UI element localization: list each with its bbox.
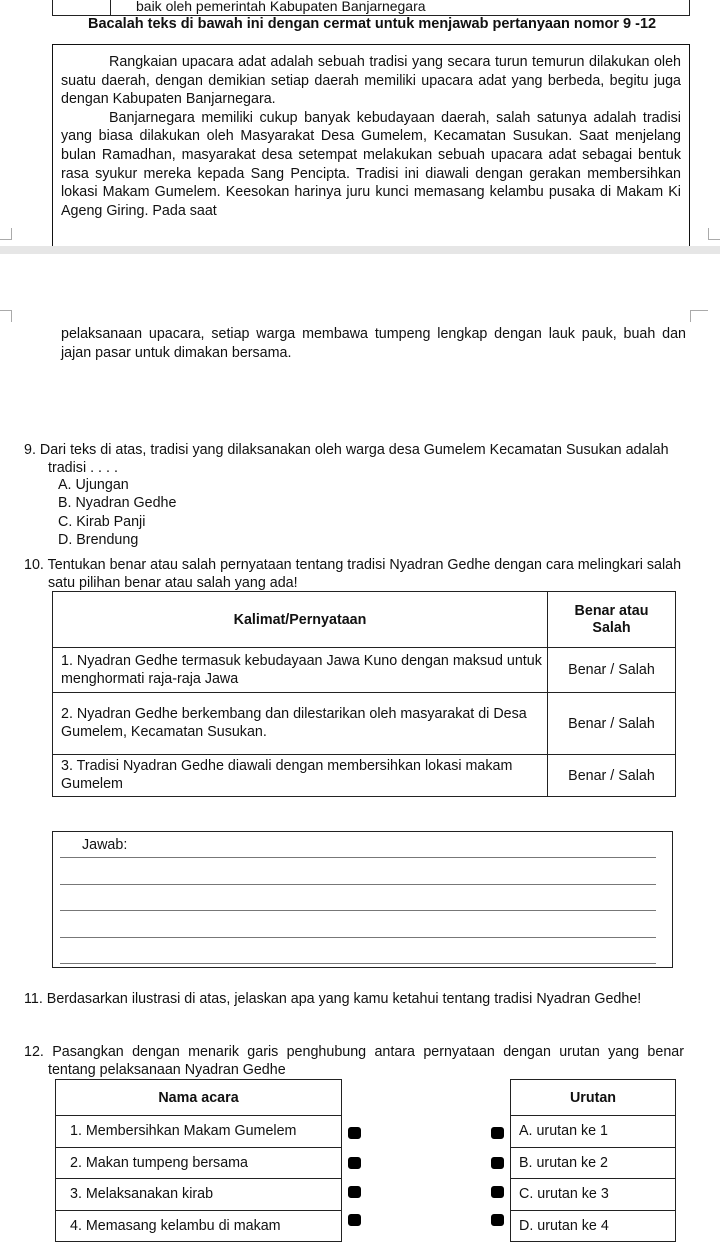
reading-passage-box [52, 44, 690, 250]
statement-3: 3. Tradisi Nyadran Gedhe diawali dengan membersihkan lokasi makam Gumelem [53, 755, 548, 797]
statement-column-header: Kalimat/Pernyataan [53, 592, 548, 648]
right-connector-dot-a[interactable] [491, 1127, 504, 1139]
answer-line [60, 910, 656, 911]
left-connector-dot-4[interactable] [348, 1214, 361, 1226]
crop-mark [0, 228, 12, 240]
answer-line [60, 884, 656, 885]
left-connector-dot-1[interactable] [348, 1127, 361, 1139]
order-item-c: C. urutan ke 3 [511, 1179, 676, 1211]
q9-option-d[interactable]: D. Brendung [58, 532, 139, 548]
answer-line [60, 937, 656, 938]
question-9 [24, 441, 674, 477]
passage-paragraph-1: Rangkaian upacara adat adalah sebuah tradisi yang secara turun temurun dilakukan oleh suatu daerah, dengan demikian setiap daerah memiliki upacara adat yang berbeda, begitu juga dengan Kabupaten Banjarnegara. [61, 54, 681, 108]
page-break-band [0, 246, 720, 254]
order-item-b: B. urutan ke 2 [511, 1147, 676, 1179]
order-item-d: D. urutan ke 4 [511, 1210, 676, 1242]
q9-option-b[interactable]: B. Nyadran Gedhe [58, 495, 177, 511]
crop-mark [708, 228, 720, 240]
event-item-2: 2. Makan tumpeng bersama [56, 1147, 342, 1179]
answer-box[interactable] [52, 831, 673, 968]
right-connector-dot-d[interactable] [491, 1214, 504, 1226]
passage-continuation: pelaksanaan upacara, setiap warga membawa tumpeng lengkap dengan lauk pauk, buah dan jajan pasar untuk dimakan bersama. [61, 326, 686, 361]
statement-1: 1. Nyadran Gedhe termasuk kebudayaan Jawa Kuno dengan maksud untuk menghormati raja-raja Jawa [53, 648, 548, 693]
instruction-heading: Bacalah teks di bawah ini dengan cermat untuk menjawab pertanyaan nomor 9 -12 [88, 16, 657, 32]
event-item-4: 4. Memasang kelambu di makam [56, 1210, 342, 1242]
q9-option-a[interactable]: A. Ujungan [58, 477, 129, 493]
right-connector-dot-b[interactable] [491, 1157, 504, 1169]
order-item-a: A. urutan ke 1 [511, 1116, 676, 1148]
question-12-text: 12. Pasangkan dengan menarik garis penghubung antara pernyataan dengan urutan yang benar tentang pelaksanaan Nyadran Gedhe [24, 1044, 684, 1078]
answer-choice-2[interactable]: Benar / Salah [548, 693, 676, 755]
left-connector-dot-3[interactable] [348, 1186, 361, 1198]
answer-choice-1[interactable]: Benar / Salah [548, 648, 676, 693]
crop-mark [690, 310, 708, 322]
answer-choice-3[interactable]: Benar / Salah [548, 755, 676, 797]
question-10-text: 10. Tentukan benar atau salah pernyataan tentang tradisi Nyadran Gedhe dengan cara melingkari salah satu pilihan benar atau salah yang ada! [24, 557, 682, 591]
question-11-text: 11. Berdasarkan ilustrasi di atas, jelaskan apa yang kamu ketahui tentang tradisi Nyadran Gedhe! [24, 991, 642, 1007]
answer-line [60, 857, 656, 858]
true-false-table [52, 591, 676, 797]
question-9-text: 9. Dari teks di atas, tradisi yang dilaksanakan oleh warga desa Gumelem Kecamatan Susukan adalah tradisi . . . . [24, 442, 669, 476]
left-connector-dot-2[interactable] [348, 1157, 361, 1169]
q9-option-c[interactable]: C. Kirab Panji [58, 514, 146, 530]
event-item-1: 1. Membersihkan Makam Gumelem [56, 1116, 342, 1148]
answer-column-header: Benar atau Salah [548, 592, 676, 648]
event-name-header: Nama acara [56, 1080, 342, 1116]
order-header: Urutan [511, 1080, 676, 1116]
statement-2: 2. Nyadran Gedhe berkembang dan dilestarikan oleh masyarakat di Desa Gumelem, Kecamatan Susukan. [53, 693, 548, 755]
right-connector-dot-c[interactable] [491, 1186, 504, 1198]
event-name-table [55, 1079, 342, 1242]
passage-paragraph-2: Banjarnegara memiliki cukup banyak kebudayaan daerah, salah satunya adalah tradisi yang biasa dilakukan oleh Masyarakat Desa Gumelem, Kecamatan Susukan. Saat menjelang bulan Ramadhan, masyarakat desa setempat melakukan sebuah upacara adat sebagai bentuk rasa syukur mereka kepada Sang Pencipta. Tradisi ini diawali dengan gerakan membersihkan lokasi Makam Gumelem. Keesokan harinya juru kunci memasang kelambu pusaka di Makam Ki Ageng Giring. Pada saat [61, 109, 681, 219]
top-table-divider [110, 0, 111, 16]
event-item-3: 3. Melaksanakan kirab [56, 1179, 342, 1211]
top-line-text: baik oleh pemerintah Kabupaten Banjarnegara [136, 0, 426, 14]
answer-line [60, 963, 656, 964]
order-table [510, 1079, 676, 1242]
answer-label: Jawab: [82, 837, 128, 853]
crop-mark [0, 310, 12, 322]
